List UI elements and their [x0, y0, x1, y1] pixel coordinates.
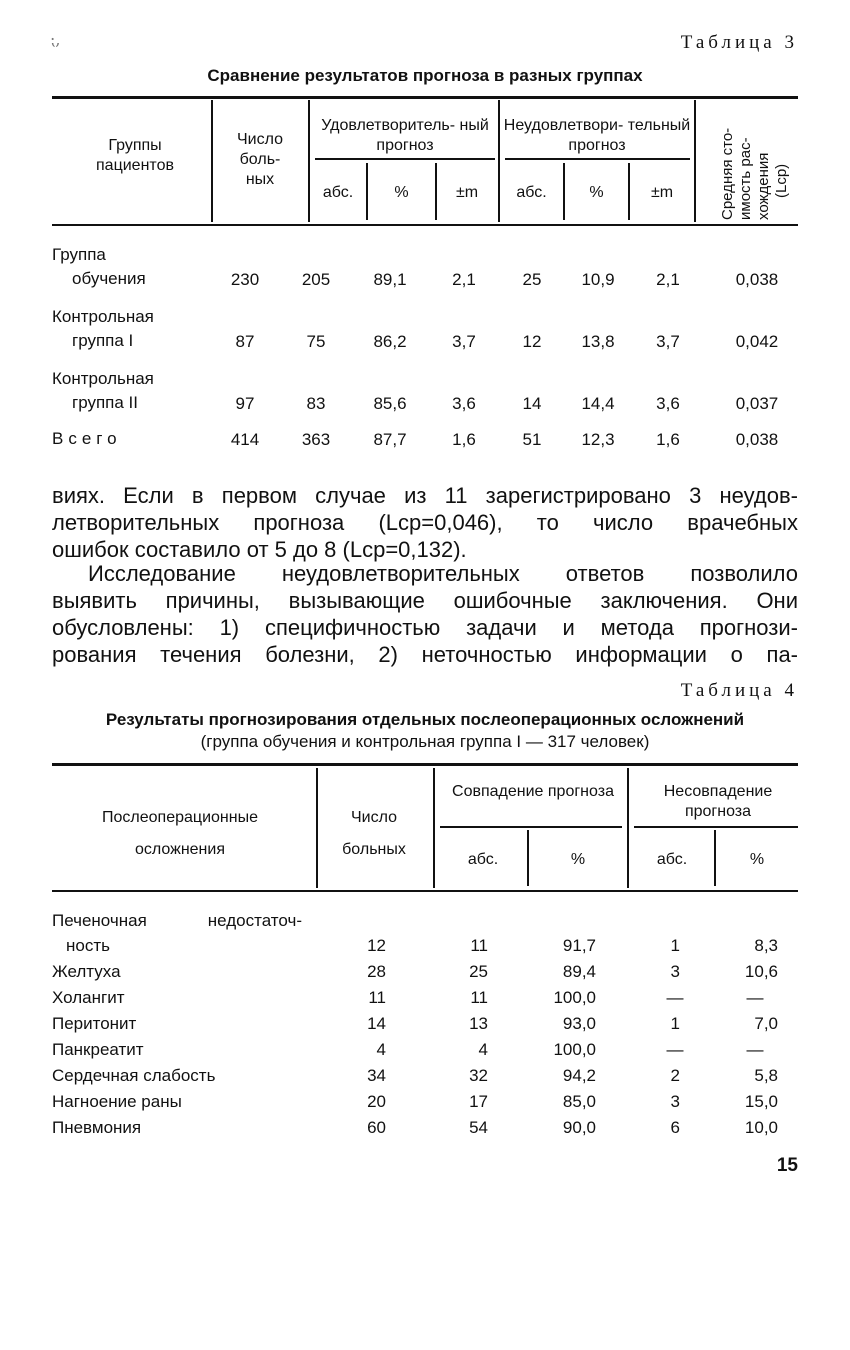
- table4-caption: Таблица 4: [680, 680, 798, 701]
- table4-head-count: Число больных: [342, 809, 406, 858]
- cell: 2: [670, 1066, 680, 1085]
- row-label: Контрольная: [52, 307, 154, 326]
- table3-head-unsat-pm: ±m: [650, 184, 674, 201]
- text-line: выявить причины, вызывающие ошибочные заключения. Они: [52, 588, 798, 613]
- cell: 89,4: [562, 962, 596, 981]
- table4-head-match-abs: абс.: [467, 851, 499, 868]
- table3-title: Сравнение результатов прогноза в разных группах: [207, 66, 643, 85]
- page-number: 15: [776, 1155, 798, 1176]
- cell: 28: [367, 962, 386, 981]
- cell: 90,0: [562, 1118, 596, 1137]
- cell: 32: [469, 1066, 488, 1085]
- cell: —: [666, 988, 684, 1007]
- cell: 205: [301, 270, 331, 289]
- cell: 10,6: [744, 962, 778, 981]
- table4-vline: [627, 768, 629, 888]
- cell: 6: [670, 1118, 680, 1137]
- row-label: Желтуха: [52, 962, 121, 981]
- row-label: группа I: [72, 331, 134, 350]
- cell: 34: [367, 1066, 386, 1085]
- cell: 4: [376, 1040, 386, 1059]
- cell: 414: [230, 430, 260, 449]
- row-label: ность: [66, 936, 110, 955]
- body-paragraph-1: [52, 482, 798, 563]
- text-line: обусловлены: 1) специфичностью задачи и метода прогнози-: [52, 615, 798, 640]
- row-label: Всего: [52, 429, 122, 448]
- table3-vline: [211, 100, 213, 222]
- cell: 11: [470, 988, 488, 1007]
- cell: 3,6: [452, 394, 476, 413]
- cell: —: [746, 1040, 764, 1059]
- row-label: Контрольная: [52, 369, 154, 388]
- table3-head-sat-pm: ±m: [455, 184, 479, 201]
- lcp-line: (Lср): [773, 163, 790, 198]
- table3-vline: [694, 100, 696, 222]
- cell: 13: [469, 1014, 488, 1033]
- cell: 0,038: [735, 270, 779, 289]
- lcp-line: хождения: [755, 152, 772, 220]
- table3-head-count: Число боль- ных: [236, 131, 283, 188]
- table4-vline: [316, 768, 318, 888]
- cell: 1: [670, 936, 680, 955]
- table4-header-rule: [52, 890, 798, 892]
- table3-header-rule: [52, 224, 798, 226]
- cell: 5,8: [754, 1066, 778, 1085]
- text-line: Исследование неудовлетворительных ответов позволило: [88, 561, 798, 586]
- table3-caption: Таблица 3: [680, 32, 798, 53]
- cell: 1,6: [452, 430, 476, 449]
- cell: 2,1: [656, 270, 680, 289]
- cell: 25: [469, 962, 488, 981]
- table4-match-rule: [440, 826, 622, 828]
- cell: 14: [522, 394, 542, 413]
- cell: 51: [522, 430, 542, 449]
- table3-head-unsat-abs: абс.: [516, 184, 547, 201]
- cell: 83: [306, 394, 326, 413]
- cell: —: [666, 1040, 684, 1059]
- cell: 54: [469, 1118, 488, 1137]
- cell: 15,0: [744, 1092, 778, 1111]
- table4-mismatch-rule: [634, 826, 798, 828]
- cell: 87: [235, 332, 255, 351]
- text-line: летворительных прогноза (Lср=0,046), то число врачебных: [52, 510, 798, 535]
- cell: 12: [522, 332, 542, 351]
- table3-sat-rule: [315, 158, 495, 160]
- table3-head-unsat-pct: %: [589, 184, 604, 201]
- lcp-line: имость рас-: [737, 137, 754, 220]
- row-label: Сердечная слабость: [52, 1066, 216, 1085]
- cell: 100,0: [553, 988, 596, 1007]
- table3-head-unsatisfactory: Неудовлетвори- тельный прогноз: [503, 117, 691, 154]
- cell: 75: [306, 332, 326, 351]
- table4-head-match: Совпадение прогноза: [452, 783, 614, 800]
- cell: 3,7: [452, 332, 476, 351]
- table4-head-mismatch-pct: %: [749, 851, 765, 868]
- cell: —: [746, 988, 764, 1007]
- cell: 89,1: [373, 270, 407, 289]
- cell: 10,9: [581, 270, 615, 289]
- cell: 3: [670, 962, 680, 981]
- cell: 14,4: [581, 394, 615, 413]
- row-label: Панкреатит: [52, 1040, 144, 1059]
- cell: 13,8: [581, 332, 615, 351]
- body-paragraph-2: [52, 560, 798, 668]
- cell: 20: [367, 1092, 386, 1111]
- table4-head-match-pct: %: [570, 851, 586, 868]
- row-label: обучения: [72, 269, 146, 288]
- text-line: ошибок составило от 5 до 8 (Lср=0,132).: [52, 537, 467, 562]
- table3-head-groups: Группы пациентов: [96, 137, 174, 174]
- row-label: Печеночная недостаточ-: [52, 911, 302, 930]
- corner-mark: ⁏,: [50, 30, 61, 49]
- cell: 363: [301, 430, 331, 449]
- cell: 14: [367, 1014, 386, 1033]
- cell: 3,7: [656, 332, 680, 351]
- cell: 2,1: [452, 270, 476, 289]
- table4-head-mismatch: Несовпадение прогноза: [663, 783, 773, 820]
- cell: 86,2: [373, 332, 407, 351]
- cell: 94,2: [562, 1066, 596, 1085]
- cell: 17: [469, 1092, 488, 1111]
- cell: 0,037: [735, 394, 779, 413]
- table4-top-rule: [52, 763, 798, 766]
- table4-subtitle: (группа обучения и контрольная группа I — 317 человек): [200, 732, 650, 751]
- table3-top-rule: [52, 96, 798, 99]
- cell: 91,7: [562, 936, 596, 955]
- row-label: Пневмония: [52, 1118, 142, 1137]
- cell: 4: [478, 1040, 488, 1059]
- cell: 85,6: [373, 394, 407, 413]
- cell: 97: [235, 394, 255, 413]
- table3-head-satisfactory: Удовлетворитель- ный прогноз: [321, 117, 489, 154]
- cell: 1: [670, 1014, 680, 1033]
- table3-head-sat-pct: %: [394, 184, 409, 201]
- cell: 8,3: [754, 936, 778, 955]
- table4-vline: [433, 768, 435, 888]
- cell: 230: [230, 270, 260, 289]
- cell: 12: [367, 936, 386, 955]
- cell: 93,0: [562, 1014, 596, 1033]
- cell: 11: [368, 988, 386, 1007]
- cell: 1,6: [656, 430, 680, 449]
- cell: 3,6: [656, 394, 680, 413]
- cell: 0,042: [735, 332, 779, 351]
- lcp-line: Средняя сто-: [719, 127, 736, 220]
- cell: 10,0: [744, 1118, 778, 1137]
- row-label: Холангит: [52, 988, 125, 1007]
- row-label: Нагноение раны: [52, 1092, 182, 1111]
- table3-vline: [498, 100, 500, 222]
- table4-vline: [527, 830, 529, 886]
- table3-head-sat-abs: абс.: [322, 184, 354, 201]
- cell: 60: [367, 1118, 386, 1137]
- row-label: Перитонит: [52, 1014, 137, 1033]
- cell: 0,038: [735, 430, 779, 449]
- text-line: виях. Если в первом случае из 11 зарегистрировано 3 неудов-: [52, 483, 798, 508]
- cell: 100,0: [553, 1040, 596, 1059]
- table4-title: Результаты прогнозирования отдельных послеоперационных осложнений: [105, 710, 745, 729]
- row-label: группа II: [72, 393, 138, 412]
- table3-vline: [308, 100, 310, 222]
- cell: 3: [670, 1092, 680, 1111]
- cell: 7,0: [754, 1014, 778, 1033]
- table3-unsat-rule: [505, 158, 690, 160]
- cell: 11: [470, 936, 488, 955]
- table4-head-complications: Послеоперационные осложнения: [102, 809, 258, 858]
- text-line: рования течения болезни, 2) неточностью информации о па-: [52, 642, 798, 667]
- table4-head-mismatch-abs: абс.: [656, 851, 688, 868]
- row-label: Группа: [52, 245, 106, 264]
- table3-head-lcp: [715, 98, 795, 223]
- cell: 87,7: [373, 430, 407, 449]
- cell: 85,0: [562, 1092, 596, 1111]
- cell: 25: [522, 270, 542, 289]
- cell: 12,3: [581, 430, 615, 449]
